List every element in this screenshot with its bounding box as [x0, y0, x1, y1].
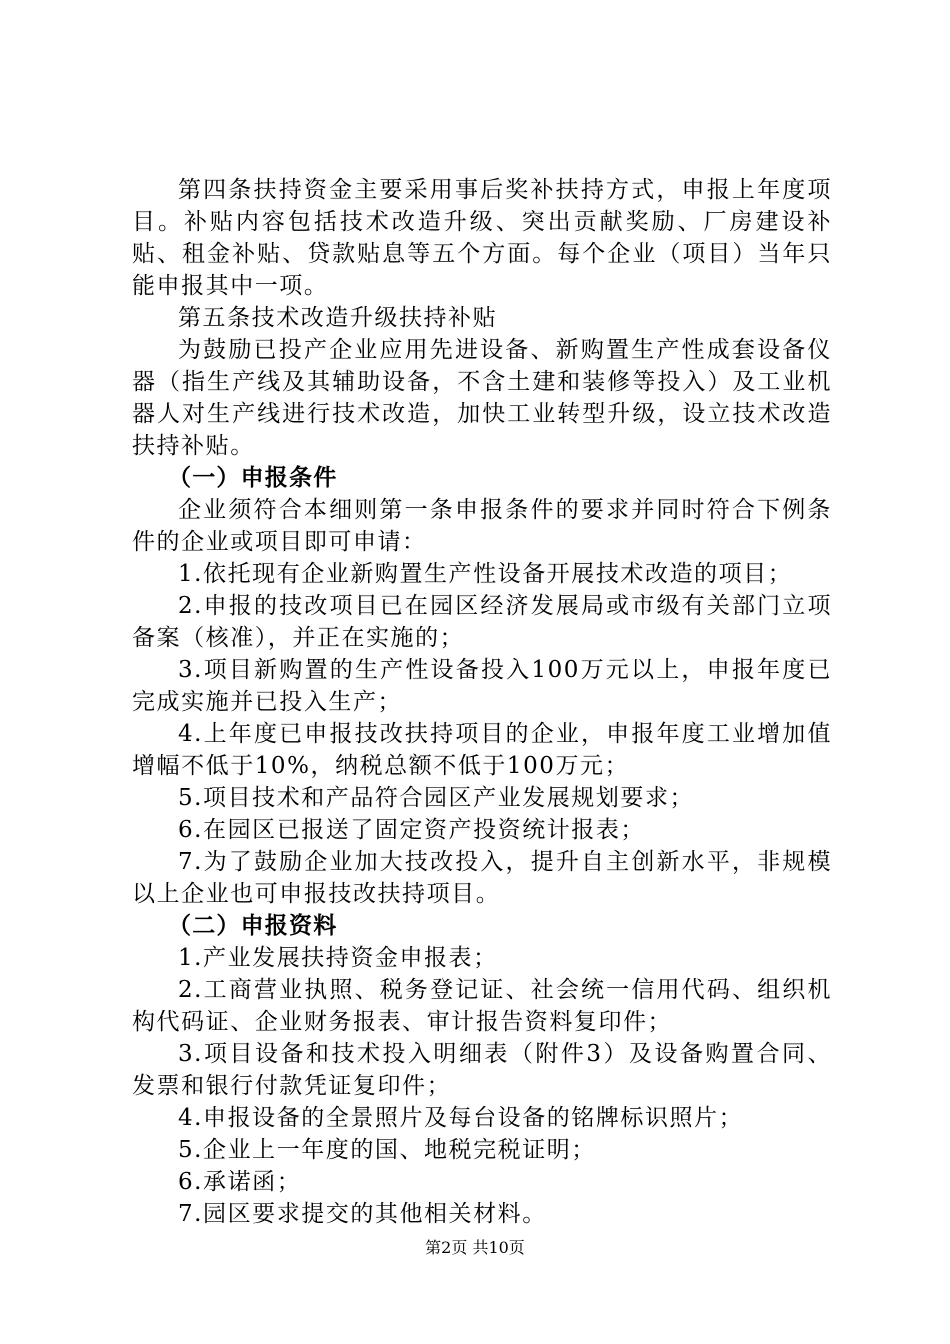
material-item-6: 6.承诺函；: [178, 1169, 302, 1195]
condition-item-4: 4.上年度已申报技改扶持项目的企业，申报年度工业增加值增幅不低于10%，纳税总额不低于100万元；: [132, 721, 832, 779]
section-heading-conditions: （一）申报条件: [168, 465, 338, 491]
page-number-footer: 第2页 共10页: [425, 1238, 525, 1257]
article-5-description: 为鼓励已投产企业应用先进设备、新购置生产性成套设备仪器（指生产线及其辅助设备，不含土建和装修等投入）及工业机器人对生产线进行技术改造，加快工业转型升级，设立技术改造扶持补贴。: [132, 337, 832, 459]
article-4-paragraph: 第四条扶持资金主要采用事后奖补扶持方式，申报上年度项目。补贴内容包括技术改造升级、突出贡献奖励、厂房建设补贴、租金补贴、贷款贴息等五个方面。每个企业（项目）当年只能申报其中一项。: [132, 177, 832, 299]
condition-item-5: 5.项目技术和产品符合园区产业发展规划要求；: [178, 785, 695, 811]
conditions-intro: 企业须符合本细则第一条申报条件的要求并同时符合下例条件的企业或项目即可申请：: [132, 497, 832, 555]
document-body: [132, 174, 832, 1230]
condition-item-7: 7.为了鼓励企业加大技改投入，提升自主创新水平，非规模以上企业也可申报技改扶持项目。: [132, 849, 832, 907]
material-item-4: 4.申报设备的全景照片及每台设备的铭牌标识照片；: [178, 1105, 744, 1131]
article-5-title: 第五条技术改造升级扶持补贴: [178, 305, 498, 331]
material-item-5: 5.企业上一年度的国、地税完税证明；: [178, 1137, 596, 1163]
condition-item-6: 6.在园区已报送了固定资产投资统计报表；: [178, 817, 645, 843]
condition-item-2: 2.申报的技改项目已在园区经济发展局或市级有关部门立项备案（核准），并正在实施的；: [132, 593, 832, 651]
material-item-3: 3.项目设备和技术投入明细表（附件3）及设备购置合同、发票和银行付款凭证复印件；: [132, 1041, 832, 1099]
material-item-2: 2.工商营业执照、税务登记证、社会统一信用代码、组织机构代码证、企业财务报表、审计报告资料复印件；: [132, 977, 832, 1035]
material-item-7: 7.园区要求提交的其他相关材料。: [178, 1201, 547, 1227]
condition-item-3: 3.项目新购置的生产性设备投入100万元以上，申报年度已完成实施并已投入生产；: [132, 657, 832, 715]
material-item-1: 1.产业发展扶持资金申报表；: [178, 945, 498, 971]
section-heading-materials: （二）申报资料: [168, 913, 338, 939]
condition-item-1: 1.依托现有企业新购置生产性设备开展技术改造的项目；: [178, 561, 793, 587]
